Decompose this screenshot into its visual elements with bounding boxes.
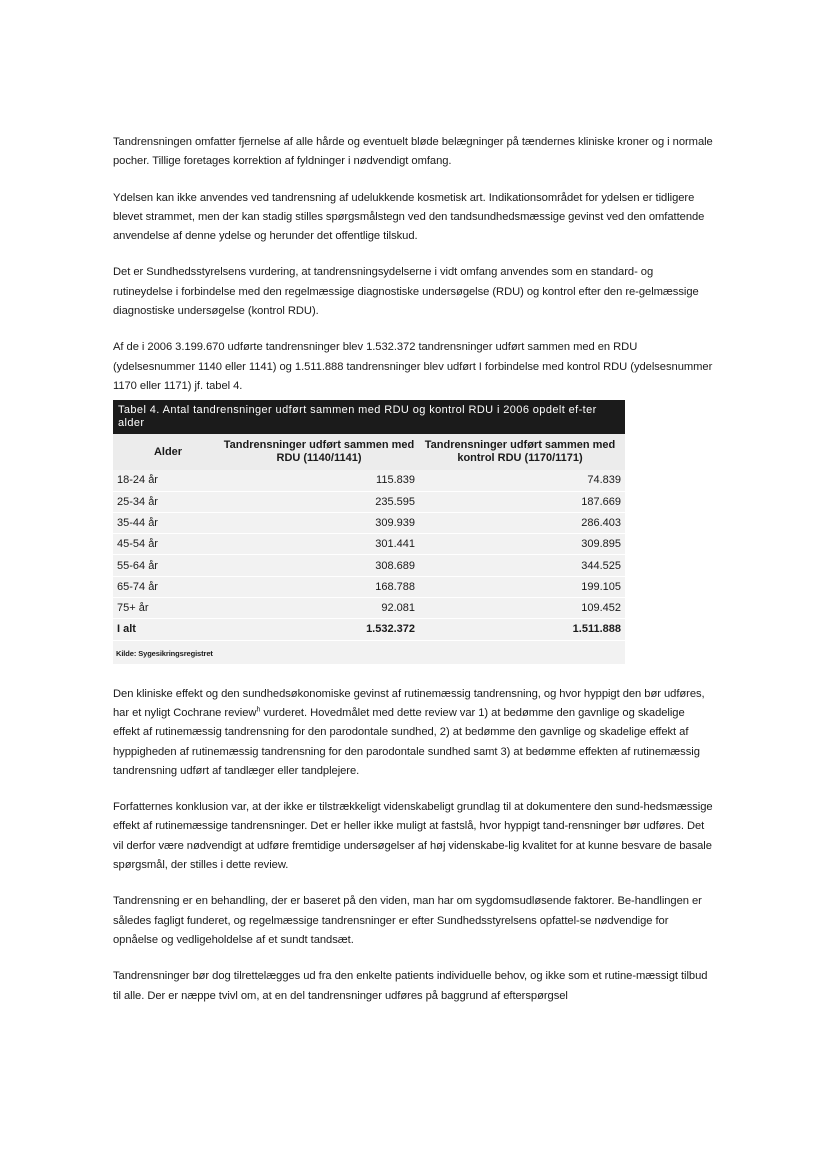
paragraph-1: Tandrensningen omfatter fjernelse af alle hårde og eventuelt bløde belægninger på tændernes kliniske kroner og i normale pocher. Tillige foretages korrektion af fyldninger i nødvendigt omfang. [113,136,713,168]
table-source: Kilde: Sygesikringsregistret [116,648,213,658]
table-row [113,598,625,619]
cell-age: 25-34 år [117,495,158,508]
footnote-marker: h [256,706,261,714]
paragraph-5 [113,685,713,781]
paragraph-5-text-b: vurderet. Hovedmålet med dette review var 1) at bedømme den gavnlige og skadelige effekt af rutinemæssig tandrensning for den parodontale sundhed, 2) at bedømme den gavnlige og skadelige effekt af hyppigheden af rutinemæssig tandrensning for den parodontale sundhed samt 3) at bedømme effekten af rutinemæssig tandrensning udført af tandlæger eller tandplejere. [113,706,700,777]
table-body [113,434,625,663]
cell-total-label: I alt [117,623,136,636]
table-4 [113,400,625,663]
header-kontrol-rdu: Tandrensninger udført sammen med kontrol RDU (1170/1171) [424,439,616,465]
table-header-row [113,434,625,470]
header-rdu: Tandrensninger udført sammen med RDU (1140/1141) [223,439,415,465]
cell-kontrol-rdu: 199.105 [581,580,621,593]
cell-rdu: 301.441 [375,538,415,551]
cell-age: 45-54 år [117,538,158,551]
paragraph-6: Forfatternes konklusion var, at der ikke er tilstrækkeligt videnskabeligt grundlag til at dokumentere den sund-hedsmæssige effekt af rutinemæssige tandrensninger. Det er heller ikke muligt at fastslå, hvor hyppigt tand-rensninger bør udføres. Det vil derfor være nødvendigt at udføre fremtidige undersøgelser af høj videnskabe-lig kvalitet for at kunne besvare de basale spørgsmål, der stilles i dette review. [113,801,713,872]
paragraph-8: Tandrensninger bør dog tilrettelægges ud fra den enkelte patients individuelle behov, og ikke som et rutine-mæssigt tilbud til alle. Der er næppe tvivl om, at en del tandrensninger udføres på baggrund af efterspørgsel [113,970,708,1002]
cell-kontrol-rdu: 74.839 [587,474,621,487]
cell-age: 65-74 år [117,580,158,593]
cell-rdu: 308.689 [375,559,415,572]
cell-total-rdu: 1.532.372 [366,623,415,636]
table-row [113,513,625,534]
cell-rdu: 92.081 [381,602,415,615]
cell-rdu: 309.939 [375,517,415,529]
cell-kontrol-rdu: 187.669 [581,495,621,508]
cell-age: 35-44 år [117,517,158,529]
paragraph-2: Ydelsen kan ikke anvendes ved tandrensning af udelukkende kosmetisk art. Indikationsområdet for ydelsen er tidligere blevet strammet, men der kan stadig stilles spørgsmålstegn ved den tandsundhedsmæssige gevinst ved den omfattende anvendelse af denne ydelse og herunder det offentlige tilskud. [113,191,705,243]
paragraph-7: Tandrensning er en behandling, der er baseret på den viden, man har om sygdomsudløsende faktorer. Be-handlingen er således fagligt funderet, og regelmæssige tandrensninger er efter Sundhedsstyrelsens opfattel-se nødvendige for opnåelse og vedligeholdelse af et sundt tandsæt. [113,895,702,946]
cell-kontrol-rdu: 286.403 [581,517,621,529]
cell-age: 55-64 år [117,559,158,572]
table-title: Tabel 4. Antal tandrensninger udført sammen med RDU og kontrol RDU i 2006 opdelt ef-ter alder [113,400,625,434]
cell-rdu: 115.839 [376,474,415,487]
table-total-row [113,619,625,640]
header-age: Alder [153,445,183,458]
paragraph-3: Det er Sundhedsstyrelsens vurdering, at tandrensningsydelserne i vidt omfang anvendes som en standard- og rutineydelse i forbindelse med den regelmæssige diagnostiske undersøgelse (RDU) og kontrol efter den re-gelmæssige diagnostiske undersøgelse (kontrol RDU). [113,266,699,318]
cell-kontrol-rdu: 309.895 [581,538,621,551]
table-row [113,470,625,491]
cell-rdu: 235.595 [375,495,415,508]
cell-age: 18-24 år [117,474,158,487]
cell-kontrol-rdu: 344.525 [581,559,621,572]
cell-rdu: 168.788 [375,580,415,593]
cell-total-kontrol-rdu: 1.511.888 [572,623,621,636]
document-page [113,133,713,1023]
table-row [113,492,625,513]
paragraph-5-text-a: Den kliniske effekt og den sundhedsøkonomiske gevinst af rutinemæssig tandrensning, og hvor hyppigt den bør udføres, har et nyligt Cochrane review [113,687,705,719]
cell-kontrol-rdu: 109.452 [581,602,621,615]
table-row [113,555,625,576]
cell-age: 75+ år [117,602,149,615]
paragraph-4: Af de i 2006 3.199.670 udførte tandrensninger blev 1.532.372 tandrensninger udført sammen med en RDU (ydelsesnummer 1140 eller 1141) og 1.511.888 tandrensninger blev udført I forbindelse med kontrol RDU (ydelsesnummer 1170 eller 1171) jf. tabel 4. [113,341,713,392]
table-row [113,534,625,555]
table-row [113,577,625,598]
